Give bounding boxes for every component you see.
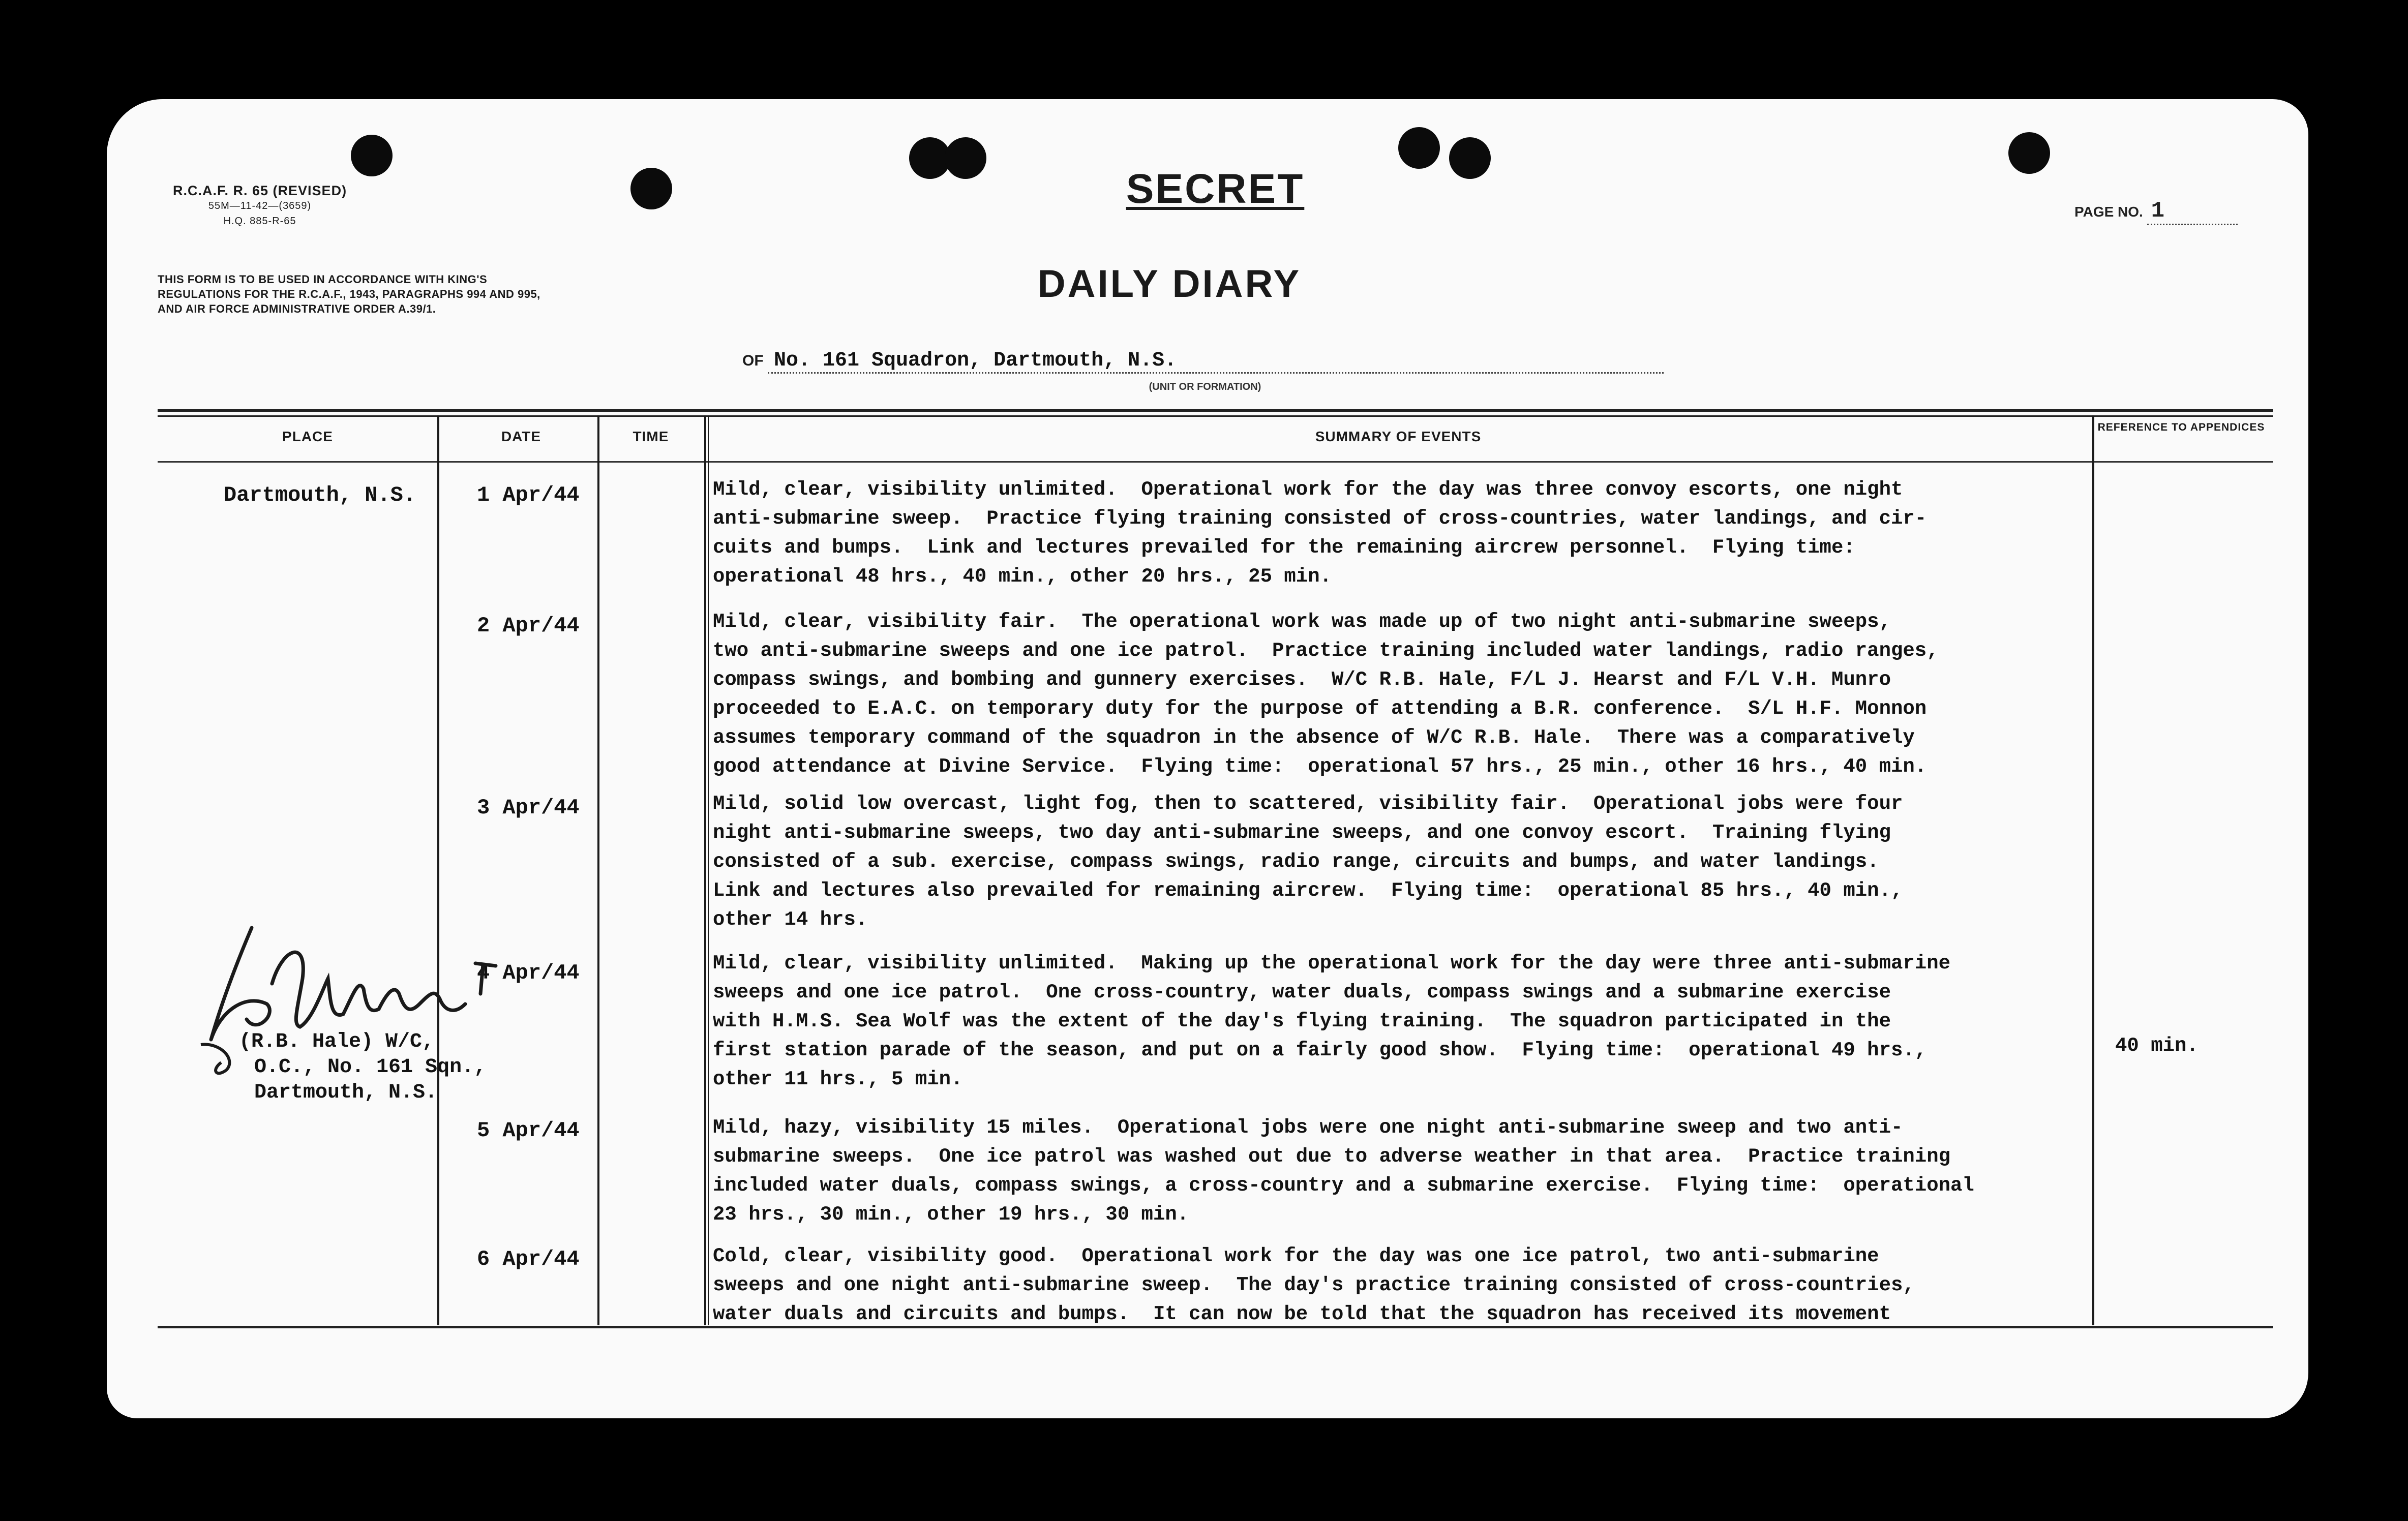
punch-hole [1449, 137, 1491, 179]
punch-hole [2008, 132, 2050, 174]
signature-title: O.C., No. 161 Sqn., [254, 1056, 487, 1079]
punch-hole [1398, 127, 1440, 169]
page-number-field [2074, 198, 2238, 225]
column-divider [437, 415, 439, 1325]
column-header-date: DATE [501, 429, 541, 444]
column-divider [708, 415, 709, 1325]
entry-date: 2 Apr/44 [477, 614, 580, 638]
signature-name: (R.B. Hale) W/C, [239, 1030, 435, 1053]
table-top-rule [158, 409, 2273, 412]
punch-hole [945, 137, 986, 179]
entry-date: 6 Apr/44 [477, 1247, 580, 1271]
classification-heading: SECRET [1126, 166, 1305, 212]
punch-hole [351, 135, 393, 176]
entry-date: 1 Apr/44 [477, 483, 580, 507]
unit-line [742, 349, 1664, 374]
form-id-line: H.Q. 885-R-65 [223, 216, 296, 227]
entry-summary: Mild, hazy, visibility 15 miles. Operational jobs were one night anti-submarine sweep and two anti- submarine sweeps. One ice patrol was washed out due to adverse weather in that area. Practice training included water duals, compass swings, a cross-country and a submarine exercise. Flying time: operational 23 hrs., 30 min., other 19 hrs., 30 min. [713, 1116, 1974, 1226]
punch-hole [630, 168, 672, 209]
page-number-value: 1 [2147, 198, 2238, 225]
entry-appendix-note: 40 min. [2115, 1035, 2199, 1057]
entry-summary: Mild, clear, visibility fair. The operational work was made up of two night anti-submarine sweeps, two anti-submarine sweeps and one ice patrol. Practice training included water landings, radio ranges, compass swings, and bombing and gunnery exercises. W/C R.B. Hale, F/L J. Hearst and F/L V.H. Munro proceeded to E.A.C. on temporary duty for the purpose of attending a B.R. conference. S/L H.F. Monnon assumes temporary command of the squadron in the absence of W/C R.B. Hale. There was a comparatively good attendance at Divine Service. Flying time: operational 57 hrs., 25 min., other 16 hrs., 40 min. [713, 611, 1939, 778]
entry-date: 5 Apr/44 [477, 1118, 580, 1143]
form-id-line: R.C.A.F. R. 65 (REVISED) [173, 183, 347, 198]
entry-summary: Cold, clear, visibility good. Operational work for the day was one ice patrol, two anti-submarine sweeps and one night anti-submarine sweep. The day's practice training consisted of cross-countries, water duals and circuits and bumps. It can now be told that the squadron has received its movement [713, 1245, 1915, 1325]
column-divider [704, 415, 706, 1325]
column-header-place: PLACE [282, 429, 333, 444]
column-header-summary: SUMMARY OF EVENTS [1315, 429, 1482, 444]
entry-date: 3 Apr/44 [477, 796, 580, 820]
form-regulation-note: THIS FORM IS TO BE USED IN ACCORDANCE WITH KING'S REGULATIONS FOR THE R.C.A.F., 1943, PARAGRAPHS 994 AND 995, AND AIR FORCE ADMINISTRATIVE ORDER A.39/1. [158, 273, 540, 315]
table-top-rule [158, 415, 2273, 417]
entry-summary: Mild, clear, visibility unlimited. Making up the operational work for the day were three anti-submarine sweeps and one ice patrol. One cross-country, water duals, compass swings and a submarine exercise with H.M.S. Sea Wolf was the extent of the day's flying training. The squadron participated in the first station parade of the season, and put on a fairly good show. Flying time: operational 49 hrs., other 11 hrs., 5 min. [713, 952, 1950, 1090]
unit-caption: (UNIT OR FORMATION) [1149, 381, 1261, 392]
page-number-label: PAGE NO. [2074, 204, 2143, 220]
entry-summary: Mild, solid low overcast, light fog, then to scattered, visibility fair. Operational jobs were four night anti-submarine sweeps, two day anti-submarine sweeps, and one convoy escort. Training flying consisted of a sub. exercise, compass swings, radio range, circuits and bumps, and water landings. Link and lectures also prevailed for remaining aircrew. Flying time: operational 85 hrs., 40 min., other 14 hrs. [713, 793, 1903, 931]
form-id-line: 55M—11-42—(3659) [208, 200, 312, 211]
column-header-reference: REFERENCE TO APPENDICES [2097, 421, 2265, 433]
unit-value: No. 161 Squadron, Dartmouth, N.S. [768, 349, 1664, 374]
signature-location: Dartmouth, N.S. [254, 1081, 438, 1104]
entry-date: 4 Apr/44 [477, 961, 580, 985]
page-title: DAILY DIARY [1037, 262, 1302, 306]
column-divider [597, 415, 599, 1325]
column-header-time: TIME [633, 429, 669, 444]
entry-summary: Mild, clear, visibility unlimited. Operational work for the day was three convoy escorts, one night anti-submarine sweep. Practice flying training consisted of cross-countries, water landings, and cir- cuits and bumps. Link and lectures prevailed for the remaining aircrew personnel. Flying time: operational 48 hrs., 40 min., other 20 hrs., 25 min. [713, 478, 1927, 588]
entry-place: Dartmouth, N.S. [224, 483, 416, 507]
form-identifier [173, 183, 347, 229]
diary-sheet [107, 99, 2308, 1418]
header-rule [158, 461, 2273, 463]
unit-of-label: OF [742, 352, 764, 369]
table-bottom-rule [158, 1326, 2273, 1328]
